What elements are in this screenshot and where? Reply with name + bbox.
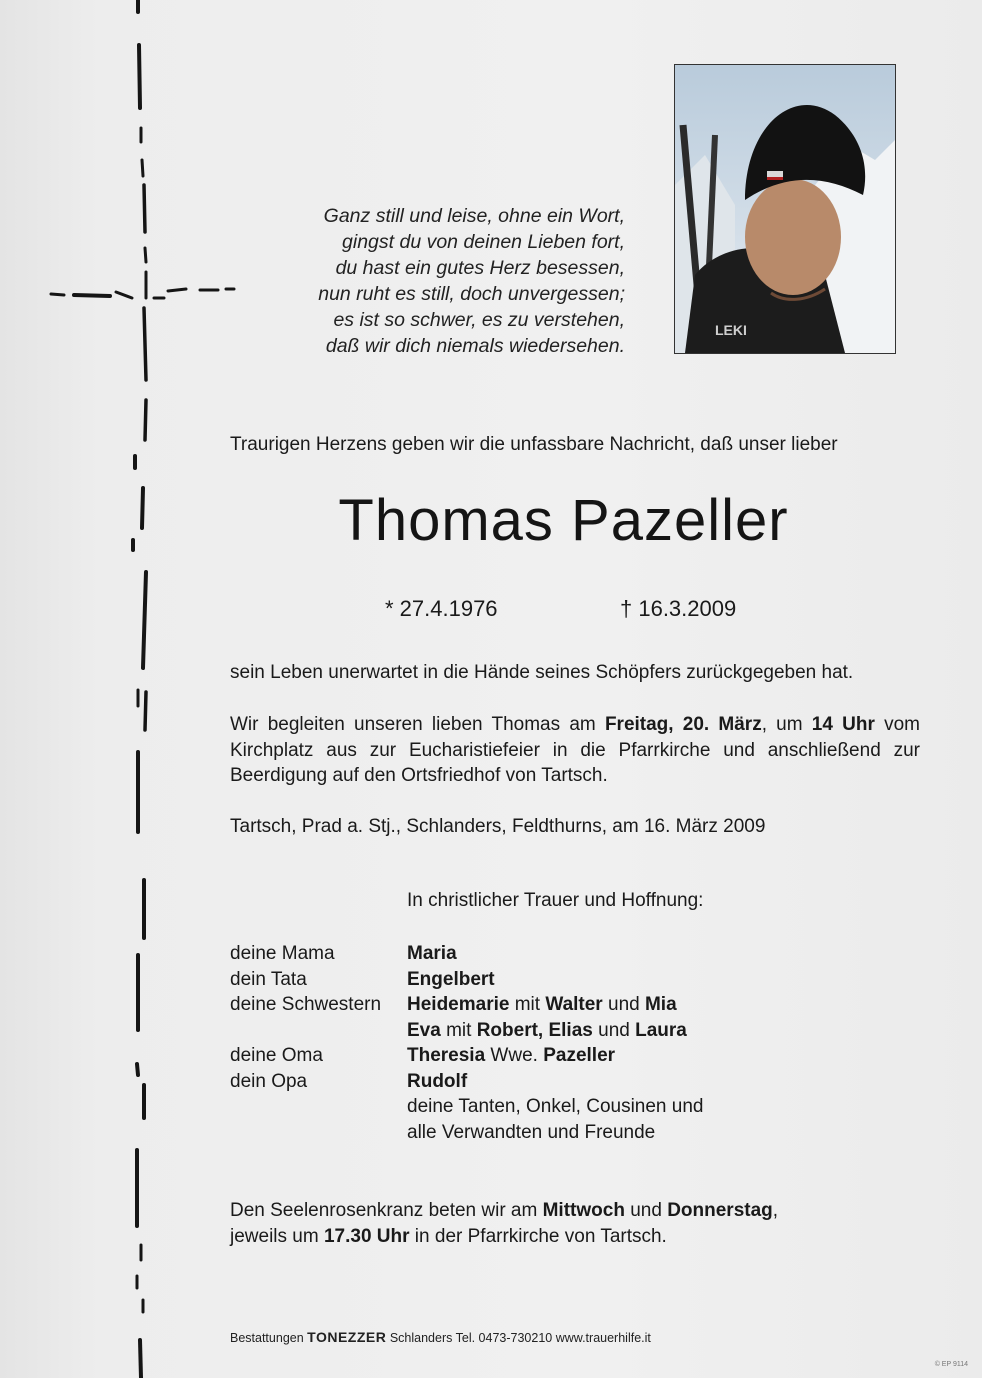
poem-line: gingst du von deinen Lieben fort, <box>342 231 625 253</box>
family-relation: deine Oma <box>230 1045 323 1066</box>
print-code: © EP 9114 <box>934 1361 968 1368</box>
family-row <box>230 1043 920 1069</box>
funeral-text: Wir begleiten unseren lieben Thomas am <box>230 714 605 735</box>
family-member: Engelbert <box>407 968 495 990</box>
family-member: Theresia <box>407 1045 486 1066</box>
family-row <box>230 1094 920 1120</box>
family-list <box>230 941 920 1145</box>
family-member: Mia <box>644 994 677 1015</box>
family-row <box>230 1018 920 1044</box>
poem-line: daß wir dich niemals wiedersehen. <box>325 335 625 357</box>
funeral-home-footer <box>230 1329 651 1345</box>
cross-icon <box>40 0 250 1378</box>
poem-line: Ganz still und leise, ohne ein Wort, <box>323 205 625 227</box>
family-relation: dein Opa <box>230 1070 308 1092</box>
closing-line: In christlicher Trauer und Hoffnung: <box>407 890 704 911</box>
poem <box>280 203 625 359</box>
paragraph-return: sein Leben unerwartet in die Hände seines Schöpfers zurückgegeben hat. <box>230 662 854 683</box>
family-row <box>230 1069 920 1095</box>
family-member: Robert, Elias <box>476 1019 593 1041</box>
family-member: Pazeller <box>543 1045 616 1066</box>
funeral-home-brand: TONEZZER <box>307 1329 387 1345</box>
footer-prefix: Bestattungen <box>230 1331 308 1345</box>
rosary-line <box>230 1224 830 1250</box>
family-member: Eva <box>407 1019 441 1041</box>
poem-line: nun ruht es still, doch unvergessen; <box>318 283 625 305</box>
family-joiner: Wwe. <box>485 1045 544 1066</box>
birth-date: * 27.4.1976 <box>385 596 498 621</box>
family-row <box>230 941 920 967</box>
footer-contact: Schlanders Tel. 0473-730210 www.trauerhilfe.it <box>386 1331 651 1345</box>
family-row <box>230 1120 920 1146</box>
family-row <box>230 992 920 1018</box>
place-date-line: Tartsch, Prad a. Stj., Schlanders, Feldthurns, am 16. März 2009 <box>230 816 766 837</box>
family-member: Heidemarie <box>407 994 510 1015</box>
family-relation <box>230 1018 407 1044</box>
family-member: Walter <box>545 994 603 1015</box>
paragraph-funeral <box>230 712 920 789</box>
family-relation: dein Tata <box>230 968 307 990</box>
rosary-notice <box>230 1198 830 1250</box>
portrait-photo <box>674 64 896 354</box>
rosary-text: Den Seelenrosenkranz beten wir am <box>230 1200 543 1221</box>
funeral-day: Freitag, 20. März <box>604 714 762 735</box>
funeral-text: , um <box>761 714 812 735</box>
family-joiner: mit <box>440 1019 477 1041</box>
funeral-time: 14 Uhr <box>811 714 875 735</box>
poem-line: es ist so schwer, es zu verstehen, <box>333 309 625 331</box>
svg-text:LEKI: LEKI <box>715 322 747 338</box>
family-joiner: und <box>592 1019 636 1041</box>
family-others: alle Verwandten und Freunde <box>407 1121 656 1143</box>
family-others: deine Tanten, Onkel, Cousinen und <box>407 1096 704 1117</box>
rosary-day: Mittwoch <box>542 1200 625 1221</box>
family-member: Maria <box>407 943 457 964</box>
rosary-text: in der Pfarrkirche von Tartsch. <box>409 1226 667 1247</box>
poem-line: du hast ein gutes Herz besessen, <box>335 257 625 279</box>
family-relation <box>230 1094 407 1120</box>
family-row <box>230 967 920 993</box>
family-joiner: und <box>602 994 645 1015</box>
intro-text: Traurigen Herzens geben wir die unfassbare Nachricht, daß unser lieber <box>230 434 838 455</box>
family-relation <box>230 1120 407 1146</box>
rosary-text: jeweils um <box>230 1226 324 1247</box>
family-relation: deine Schwestern <box>230 994 382 1015</box>
family-relation: deine Mama <box>230 943 335 964</box>
deceased-name: Thomas Pazeller <box>338 488 789 553</box>
rosary-text: und <box>624 1200 668 1221</box>
death-date: † 16.3.2009 <box>620 596 737 621</box>
funeral-text: vom Kirchplatz aus zur Eucharistiefeier in die Pfarrkirche und anschließend zur Beerdigung auf den Ortsfriedhof von Tartsch. <box>230 714 920 786</box>
rosary-text: , <box>772 1200 779 1221</box>
rosary-line <box>230 1198 830 1224</box>
family-member: Laura <box>635 1019 687 1041</box>
family-joiner: mit <box>509 994 546 1015</box>
family-member: Rudolf <box>407 1070 468 1092</box>
rosary-day: Donnerstag <box>667 1200 773 1221</box>
rosary-time: 17.30 Uhr <box>323 1226 410 1247</box>
